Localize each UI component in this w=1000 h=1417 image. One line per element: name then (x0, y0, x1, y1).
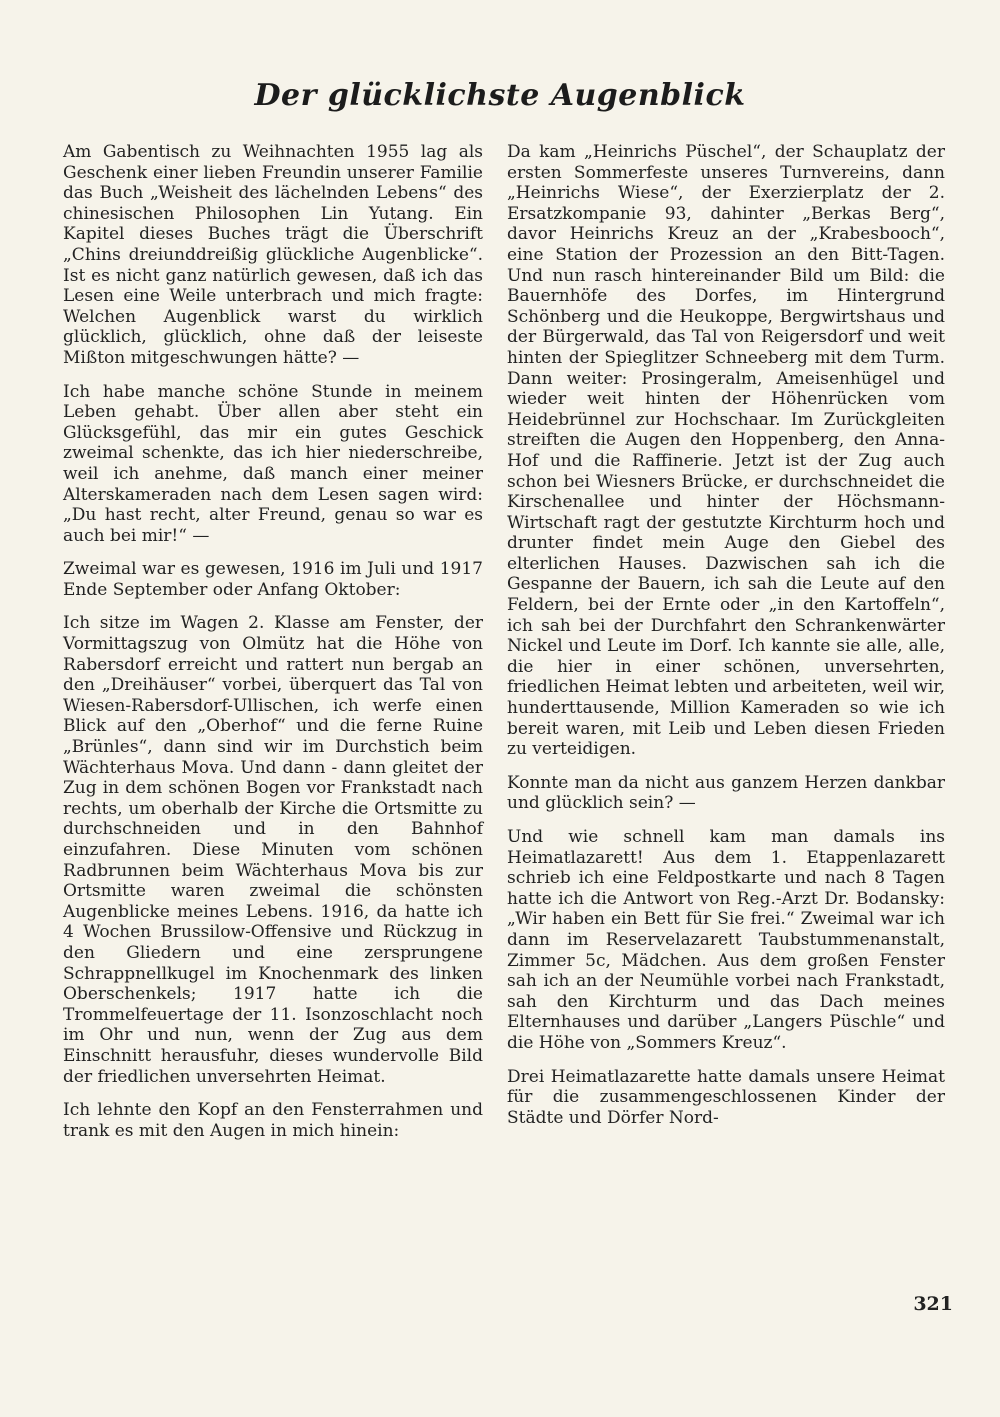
paragraph: Zweimal war es gewesen, 1916 im Juli und 1917 Ende September oder Anfang Oktober: (63, 559, 483, 600)
paragraph: Am Gabentisch zu Weihnachten 1955 lag als Geschenk einer lieben Freundin unserer Familie das Buch „Weisheit des lächelnden Lebens“ des chinesischen Philosophen Lin Yutang. Ein Kapitel dieses Buches trägt die Überschrift „Chins dreiunddreißig glückliche Augenblicke“. Ist es nicht ganz natürlich gewesen, daß ich das Lesen eine Weile unterbrach und mich fragte: Welchen Augenblick warst du wirklich glücklich, glücklich, ohne daß der leiseste Mißton mitgeschwungen hätte? — (63, 142, 483, 368)
paragraph: Drei Heimatlazarette hatte damals unsere Heimat für die zusammengeschlossenen Kinder der Städte und Dörfer Nord- (507, 1066, 945, 1128)
paragraph: Ich habe manche schöne Stunde in meinem Leben gehabt. Über allen aber steht ein Glücksgefühl, das mir ein gutes Geschick zweimal schenkte, das ich hier niederschreibe, weil ich anehme, daß manch einer meiner Alterskameraden nach dem Lesen sagen wird: „Du hast recht, alter Freund, genau so war es auch bei mir!“ — (63, 381, 483, 546)
left-text-column (63, 142, 483, 1154)
paragraph: Und wie schnell kam man damals ins Heimatlazarett! Aus dem 1. Etappenlazarett schrieb ich eine Feldpostkarte und nach 8 Tagen hatte ich die Antwort von Reg.-Arzt Dr. Bodansky: „Wir haben ein Bett für Sie frei.“ Zweimal war ich dann im Reservelazarett Taubstummenanstalt, Zimmer 5c, Mädchen. Aus dem großen Fenster sah ich an der Neumühle vorbei nach Frankstadt, sah den Kirchturm und das Dach meines Elternhauses und darüber „Langers Püschle“ und die Höhe von „Sommers Kreuz“. (507, 827, 945, 1053)
paragraph: Konnte man da nicht aus ganzem Herzen dankbar und glücklich sein? — (507, 772, 945, 814)
paragraph: Da kam „Heinrichs Püschel“, der Schauplatz der ersten Sommerfeste unseres Turnvereins, dann „Heinrichs Wiese“, der Exerzierplatz der 2. Ersatzkompanie 93, dahinter „Berkas Berg“, davor Heinrichs Kreuz an der „Krabesbooch“, eine Station der Prozession an den Bitt-Tagen. Und nun rasch hintereinander Bild um Bild: die Bauernhöfe des Dorfes, im Hintergrund Schönberg und die Heukoppe, Bergwirtshaus und der Bürgerwald, das Tal von Reigersdorf und weit hinten der Spieglitzer Schneeberg mit dem Turm. Dann weiter: Prosingeralm, Ameisenhügel und wieder weit hinten der Höhenrücken vom Heidebrünnel zur Hochschaar. Im Zurückgleiten streiften die Augen den Hoppenberg, den Anna-Hof und die Raffinerie. Jetzt ist der Zug auch schon bei Wiesners Brücke, er durchschneidet die Kirschenallee und hinter der Höchsmann-Wirtschaft ragt der gestutzte Kirchturm hoch und drunter findet mein Auge den Giebel des elterlichen Hauses. Dazwischen sah ich die Gespanne der Bauern, ich sah die Leute auf den Feldern, bei der Ernte oder „in den Kartoffeln“, ich sah bei der Durchfahrt den Schrankenwärter Nickel und Leute im Dorf. Ich kannte sie alle, alle, die hier in einer schönen, unversehrten, friedlichen Heimat lebten und arbeiteten, weil wir, hunderttausende, Million Kameraden so wie ich bereit waren, mit Leib und Leben diesen Frieden zu verteidigen. (507, 142, 945, 760)
paragraph: Ich lehnte den Kopf an den Fensterrahmen und trank es mit den Augen in mich hinein: (63, 1100, 483, 1141)
article-title: Der glücklichste Augenblick (254, 78, 746, 113)
right-text-column (507, 142, 945, 1141)
paragraph: Ich sitze im Wagen 2. Klasse am Fenster, der Vormittagszug von Olmütz hat die Höhe von Rabersdorf erreicht und rattert nun bergab an den „Dreihäuser“ vorbei, überquert das Tal von Wiesen-Rabersdorf-Ullischen, ich werfe einen Blick auf den „Oberhof“ und die ferne Ruine „Brünles“, dann sind wir im Durchstich beim Wächterhaus Mova. Und dann - dann gleitet der Zug in dem schönen Bogen vor Frankstadt nach rechts, um oberhalb der Kirche die Ortsmitte zu durchschneiden und in den Bahnhof einzufahren. Diese Minuten vom schönen Radbrunnen beim Wächterhaus Mova bis zur Ortsmitte waren zweimal die schönsten Augenblicke meines Lebens. 1916, da hatte ich 4 Wochen Brussilow-Offensive und Rückzug in den Gliedern und eine zersprungene Schrappnellkugel im Knochenmark des linken Oberschenkels; 1917 hatte ich die Trommelfeuertage der 11. Isonzoschlacht noch im Ohr und nun, wenn der Zug aus dem Einschnitt herausfuhr, dieses wundervolle Bild der friedlichen unversehrten Heimat. (63, 613, 483, 1087)
page-number: 321 (913, 1293, 953, 1315)
